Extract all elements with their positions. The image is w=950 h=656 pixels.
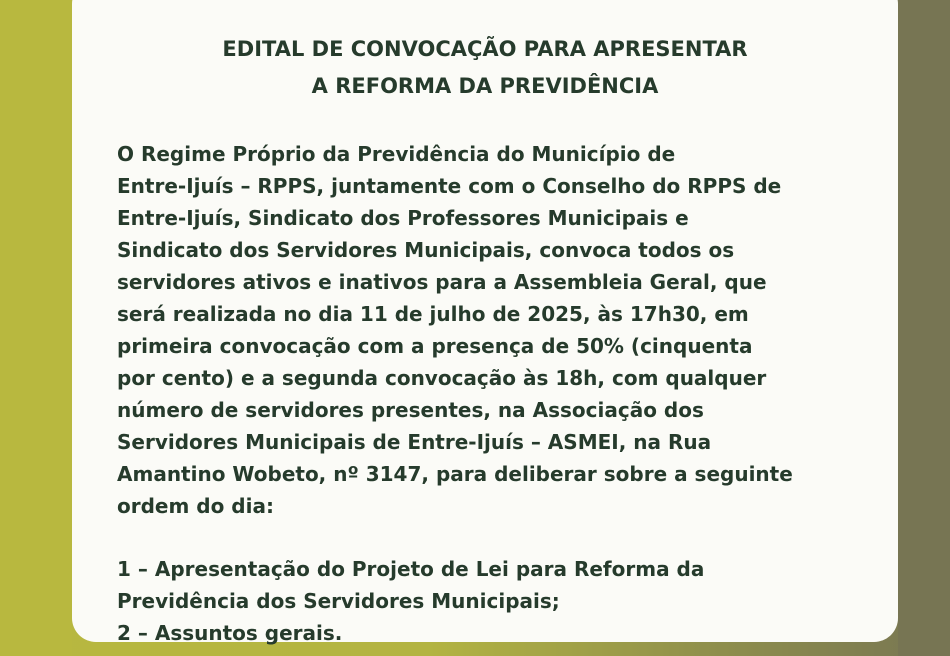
agenda-line: 1 – Apresentação do Projeto de Lei para Reforma da bbox=[117, 557, 705, 581]
body-line: Entre-Ijuís, Sindicato dos Professores Municipais e bbox=[117, 206, 689, 230]
body-line: primeira convocação com a presença de 50% (cinquenta bbox=[117, 334, 753, 358]
body-line: Servidores Municipais de Entre-Ijuís – ASMEI, na Rua bbox=[117, 430, 712, 454]
right-background-band bbox=[898, 0, 950, 656]
notice-title bbox=[72, 31, 898, 105]
agenda-line: 2 – Assuntos gerais. bbox=[117, 621, 343, 645]
title-line: A REFORMA DA PREVIDÊNCIA bbox=[311, 74, 659, 98]
body-line: por cento) e a segunda convocação às 18h, com qualquer bbox=[117, 366, 767, 390]
body-line: servidores ativos e inativos para a Assembleia Geral, que bbox=[117, 270, 767, 294]
left-background-band bbox=[0, 0, 72, 656]
body-line: será realizada no dia 11 de julho de 2025, às 17h30, em bbox=[117, 302, 749, 326]
agenda-line: Previdência dos Servidores Municipais; bbox=[117, 589, 560, 613]
paragraph-spacer bbox=[117, 522, 877, 553]
body-line: Amantino Wobeto, nº 3147, para deliberar sobre a seguinte bbox=[117, 462, 793, 486]
body-line: ordem do dia: bbox=[117, 494, 274, 518]
body-line: O Regime Próprio da Previdência do Município de bbox=[117, 142, 676, 166]
body-line: Entre-Ijuís – RPPS, juntamente com o Conselho do RPPS de bbox=[117, 174, 782, 198]
notice-body bbox=[117, 138, 877, 649]
body-line: número de servidores presentes, na Associação dos bbox=[117, 398, 704, 422]
title-line: EDITAL DE CONVOCAÇÃO PARA APRESENTAR bbox=[222, 37, 748, 61]
body-line: Sindicato dos Servidores Municipais, convoca todos os bbox=[117, 238, 735, 262]
notice-card bbox=[72, 0, 898, 645]
